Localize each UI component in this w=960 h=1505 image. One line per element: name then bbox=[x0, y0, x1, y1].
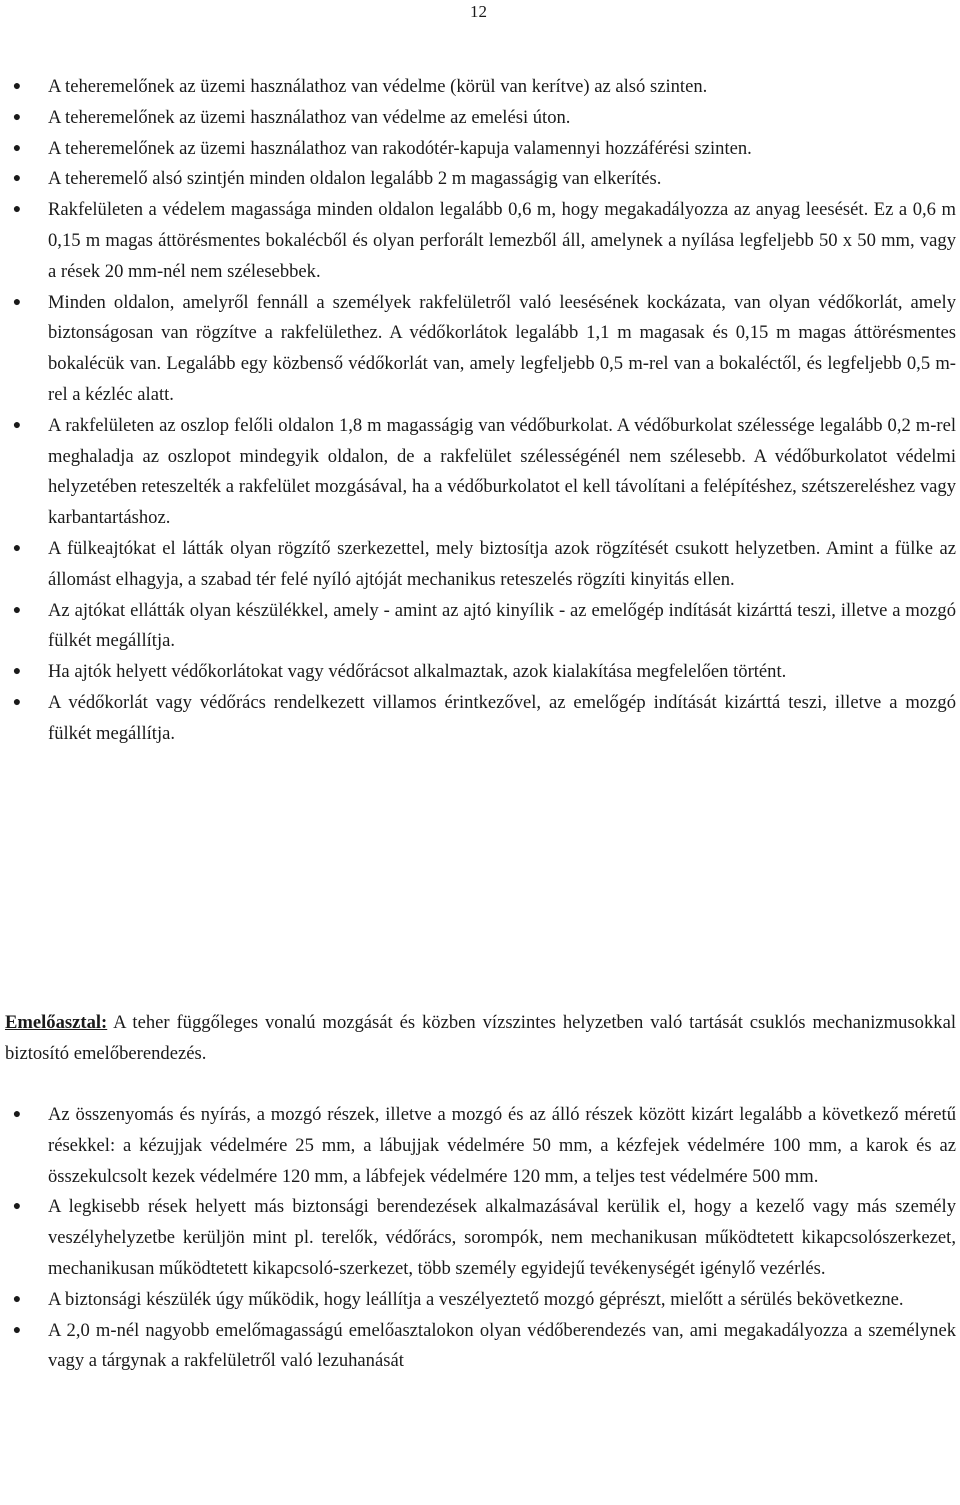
list-item bbox=[0, 688, 960, 750]
requirements-list-lift bbox=[0, 72, 960, 750]
list-item-text: Az összenyomás és nyírás, a mozgó részek, illetve a mozgó és az álló részek között kizárt legalább a következő méretű résekkel: a kézujjak védelmére 25 mm, a lábujjak védelmére 50 mm, a kézfejek védelmére 100 mm, a karok és az összekulcsolt kezek védelmére 120 mm, a lábfejek védelmére 120 mm, a teljes test védelmére 500 mm. bbox=[48, 1104, 956, 1187]
list-item bbox=[0, 1192, 960, 1284]
list-item bbox=[0, 596, 960, 658]
list-item bbox=[0, 1316, 960, 1378]
list-item bbox=[0, 534, 960, 596]
bullet-icon: ● bbox=[12, 694, 22, 710]
list-item bbox=[0, 1100, 960, 1192]
list-item bbox=[0, 1285, 960, 1316]
bullet-icon: ● bbox=[12, 171, 22, 187]
list-item-text: Ha ajtók helyett védőkorlátokat vagy védőrácsot alkalmaztak, azok kialakítása megfelelően történt. bbox=[48, 661, 787, 683]
list-item-text: A biztonsági készülék úgy működik, hogy leállítja a veszélyeztető mozgó géprészt, mielőtt a sérülés bekövetkezne. bbox=[48, 1288, 904, 1310]
list-item-text: A 2,0 m-nél nagyobb emelőmagasságú emelőasztalokon olyan védőberendezés van, ami megakadályozza a személynek vagy a tárgynak a rakfelületről való lezuhanását bbox=[48, 1319, 956, 1372]
list-item bbox=[0, 657, 960, 688]
bullet-icon: ● bbox=[12, 202, 22, 218]
list-item bbox=[0, 134, 960, 165]
bullet-icon: ● bbox=[12, 1199, 22, 1215]
bullet-icon: ● bbox=[12, 602, 22, 618]
page-number: 12 bbox=[470, 2, 487, 21]
bullet-icon: ● bbox=[12, 417, 22, 433]
requirements-list-lift-table bbox=[0, 1100, 960, 1377]
list-item-text: A teheremelő alsó szintjén minden oldalon legalább 2 m magasságig van elkerítés. bbox=[48, 168, 662, 190]
definition-term: Emelőasztal: bbox=[5, 1012, 108, 1033]
bullet-icon: ● bbox=[12, 109, 22, 125]
bullet-icon: ● bbox=[12, 294, 22, 310]
definition-text: A teher függőleges vonalú mozgását és közben vízszintes helyzetben való tartását csuklós mechanizmusokkal biztosító emelőberendezés. bbox=[5, 1012, 956, 1064]
bullet-icon: ● bbox=[12, 140, 22, 156]
bullet-icon: ● bbox=[12, 664, 22, 680]
list-item-text: A teheremelőnek az üzemi használathoz van védelme (körül van kerítve) az alsó szinten. bbox=[48, 76, 708, 97]
list-item-text: A teheremelőnek az üzemi használathoz van rakodótér-kapuja valamennyi hozzáférési szinten. bbox=[48, 137, 752, 159]
bullet-icon: ● bbox=[12, 540, 22, 556]
definition-paragraph bbox=[5, 1008, 956, 1070]
bullet-icon: ● bbox=[12, 1107, 22, 1122]
list-item bbox=[0, 164, 960, 195]
list-item-text: A rakfelületen az oszlop felőli oldalon 1,8 m magasságig van védőburkolat. A védőburkolat szélessége legalább 0,2 m-rel meghaladja az oszlopot mindegyik oldalon, de a rakfelület szélességénél nem szélesebb. A védőburkolatot védelmi helyzetében reteszelték a rakfelület mozgásával, ha a védőburkolatot el kell távolítani a felépítéshez, szétszereléshez vagy karbantartáshoz. bbox=[48, 414, 956, 529]
list-item bbox=[0, 72, 960, 103]
list-item bbox=[0, 195, 960, 287]
list-item-text: A legkisebb rések helyett más biztonsági berendezések alkalmazásával kerülik el, hogy a kezelő vagy más személy veszélyhelyzetbe kerüljön mint pl. terelők, védőrács, sorompók, nem mechanikusan működtetett kikapcsolószerkezet, mechanikusan működtetett kikapcsoló-szerkezet, több személy egyidejű tevékenységét igénylő vezérlés. bbox=[48, 1196, 956, 1279]
bullet-icon: ● bbox=[12, 1291, 22, 1307]
list-item-text: A fülkeajtókat el látták olyan rögzítő szerkezettel, mely biztosítja azok rögzítését csukott helyzetben. Amint a fülke az állomást elhagyja, a szabad tér felé nyíló ajtóját mechanikus reteszelés rögzíti kinyitás ellen. bbox=[48, 537, 956, 590]
list-item bbox=[0, 411, 960, 534]
list-item-text: A teheremelőnek az üzemi használathoz van védelme az emelési úton. bbox=[48, 106, 571, 128]
list-item-text: Rakfelületen a védelem magassága minden oldalon legalább 0,6 m, hogy megakadályozza az anyag leesését. Ez a 0,6 m 0,15 m magas áttörésmentes bokalécből és olyan perforált lemezből áll, amelynek a nyílása legfeljebb 50 x 50 mm, vagy a rések 20 mm-nél nem szélesebbek. bbox=[48, 199, 956, 282]
list-item-text: A védőkorlát vagy védőrács rendelkezett villamos érintkezővel, az emelőgép indítását kizárttá teszi, illetve a mozgó fülkét megállítja. bbox=[48, 691, 956, 744]
list-item-text: Az ajtókat ellátták olyan készülékkel, amely - amint az ajtó kinyílik - az emelőgép indítását kizárttá teszi, illetve a mozgó fülkét megállítja. bbox=[48, 599, 956, 652]
list-item bbox=[0, 288, 960, 411]
bullet-icon: ● bbox=[12, 79, 22, 94]
list-item-text: Minden oldalon, amelyről fennáll a személyek rakfelületről való leesésének kockázata, van olyan védőkorlát, amely biztonságosan van rögzítve a rakfelülethez. A védőkorlátok legalább 1,1 m magasak és 0,15 m magas áttörésmentes bokalécük van. Legalább egy közbenső védőkorlát van, amely legfeljebb 0,5 m-rel van a bokaléctől, és legfeljebb 0,5 m-rel a kézléc alatt. bbox=[48, 291, 956, 405]
list-item bbox=[0, 103, 960, 134]
bullet-icon: ● bbox=[12, 1322, 22, 1338]
